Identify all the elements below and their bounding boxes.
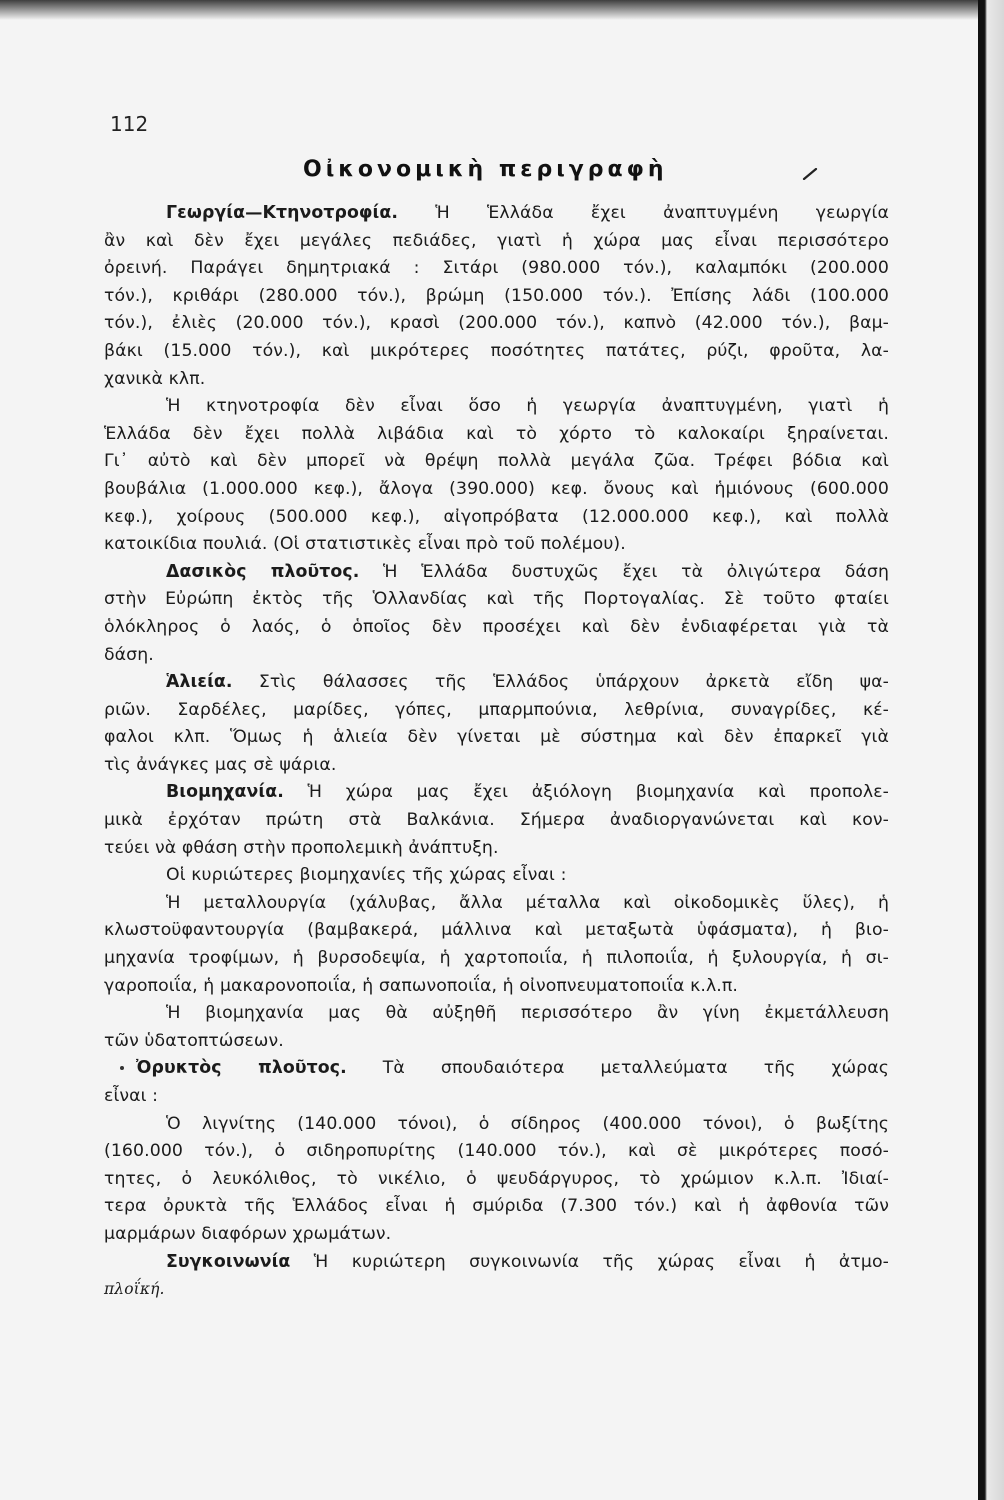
section-heading: Ὀρυκτὸς πλοῦτος. — [136, 1058, 347, 1079]
paragraph-line: Βιομηχανία. Ἡ χώρα μας ἔχει ἀξιόλογη βιομηχανία καὶ προπολε- — [166, 782, 889, 803]
page-edge — [978, 0, 1004, 1500]
section-heading: Βιομηχανία. — [166, 782, 284, 803]
paragraph-line: ἂν καὶ δὲν ἔχει μεγάλες πεδιάδες, γιατὶ ἡ χώρα μας εἶναι περισσότερο — [104, 230, 889, 251]
paragraph-line: βουβάλια (1.000.000 κεφ.), ἄλογα (390.000) κεφ. ὄνους καὶ ἡμιόνους (600.000 — [104, 478, 889, 499]
paragraph-line: τερα ὀρυκτὰ τῆς Ἑλλάδος εἶναι ἡ σμύριδα (7.300 τόν.) καὶ ἡ ἀφθονία τῶν — [104, 1196, 889, 1217]
body-text — [104, 200, 889, 1304]
paragraph-line: γαροποιΐα, ἡ μακαρονοποιΐα, ἡ σαπωνοποιΐα, ἡ οἰνοπνευματοποιΐα κ.λ.π. — [104, 975, 738, 996]
section-heading: Ἁλιεία. — [166, 672, 233, 693]
paragraph-line: κεφ.), χοίρους (500.000 κεφ.), αἰγοπρόβατα (12.000.000 κεφ.), καὶ πολλὰ — [104, 506, 889, 527]
paragraph-line: τόν.), ἐλιὲς (20.000 τόν.), κρασὶ (200.000 τόν.), καπνὸ (42.000 τόν.), βαμ- — [104, 313, 889, 334]
paragraph-line: τητες, ὁ λευκόλιθος, τὸ νικέλιο, ὁ ψευδάργυρος, τὸ χρώμιον κ.λ.π. Ἰδιαί- — [104, 1168, 889, 1189]
paragraph-line: Ὁ λιγνίτης (140.000 τόνοι), ὁ σίδηρος (400.000 τόνοι), ὁ βωξίτης — [166, 1113, 889, 1134]
paragraph-line: Ἡ κτηνοτροφία δὲν εἶναι ὅσο ἡ γεωργία ἀναπτυγμένη, γιατὶ ἡ — [166, 396, 889, 417]
paragraph-line: χανικὰ κλπ. — [104, 368, 206, 389]
paragraph-line: μαρμάρων διαφόρων χρωμάτων. — [104, 1223, 392, 1244]
paragraph-line: μηχανία τροφίμων, ἡ βυρσοδεψία, ἡ χαρτοποιΐα, ἡ πιλοποιΐα, ἡ ξυλουργία, ἡ σι- — [104, 948, 889, 969]
paragraph-line: Οἱ κυριώτερες βιομηχανίες τῆς χώρας εἶναι : — [166, 865, 567, 886]
paragraph-line: κατοικίδια πουλιά. (Οἱ στατιστικὲς εἶναι πρὸ τοῦ πολέμου). — [104, 534, 626, 555]
scan-shadow-top — [0, 0, 980, 20]
paragraph-line: Γι᾽ αὐτὸ καὶ δὲν μπορεῖ νὰ θρέψη πολλὰ μεγάλα ζῶα. Τρέφει βόδια καὶ — [104, 451, 889, 472]
paragraph-line: τεύει νὰ φθάση στὴν προπολεμικὴ ἀνάπτυξη. — [104, 837, 499, 858]
paragraph-line: βάκι (15.000 τόν.), καὶ μικρότερες ποσότητες πατάτες, ρύζι, φροῦτα, λα- — [104, 340, 889, 361]
paragraph-line: ριῶν. Σαρδέλες, μαρίδες, γόπες, μπαρμπούνια, λεθρίνια, συναγρίδες, κέ- — [104, 699, 889, 720]
paragraph-line: (160.000 τόν.), ὁ σιδηροπυρίτης (140.000 τόν.), καὶ σὲ μικρότερες ποσό- — [104, 1141, 889, 1162]
paragraph-line: Ἁλιεία. Στὶς θάλασσες τῆς Ἑλλάδος ὑπάρχουν ἀρκετὰ εἴδη ψα- — [166, 672, 889, 693]
paragraph-line: Συγκοινωνία Ἡ κυριώτερη συγκοινωνία τῆς χώρας εἶναι ἡ ἀτμο- — [166, 1251, 889, 1272]
paragraph-line: ὀρεινή. Παράγει δημητριακά : Σιτάρι (980.000 τόν.), καλαμπόκι (200.000 — [104, 258, 889, 279]
paragraph-line: Ἑλλάδα δὲν ἔχει πολλὰ λιβάδια καὶ τὸ χόρτο τὸ καλοκαίρι ξηραίνεται. — [104, 423, 889, 444]
paragraph-line: ὁλόκληρος ὁ λαός, ὁ ὁποῖος δὲν προσέχει καὶ δὲν ἐνδιαφέρεται γιὰ τὰ — [104, 616, 889, 637]
paragraph-line: Ἡ μεταλλουργία (χάλυβας, ἄλλα μέταλλα καὶ οἰκοδομικὲς ὕλες), ἡ — [166, 892, 889, 913]
paragraph-line: μικὰ ἐρχόταν πρώτη στὰ Βαλκάνια. Σήμερα ἀναδιοργανώνεται καὶ κον- — [104, 810, 889, 831]
page-number: 112 — [110, 112, 149, 136]
paragraph-line: Ὀρυκτὸς πλοῦτος. Τὰ σπουδαιότερα μεταλλεύματα τῆς χώρας — [104, 1055, 889, 1083]
paragraph-line: δάση. — [104, 644, 154, 665]
paragraph-line: τὶς ἀνάγκες μας σὲ ψάρια. — [104, 754, 337, 775]
paragraph-line: στὴν Εὐρώπη ἐκτὸς τῆς Ὁλλανδίας καὶ τῆς Πορτογαλίας. Σὲ τοῦτο φταίει — [104, 589, 889, 610]
pencil-mark-icon — [802, 168, 818, 180]
paragraph-line: Δασικὸς πλοῦτος. Ἡ Ἑλλάδα δυστυχῶς ἔχει τὰ ὀλιγώτερα δάση — [166, 561, 889, 582]
section-heading: Δασικὸς πλοῦτος. — [166, 561, 360, 582]
paragraph-line: τόν.), κριθάρι (280.000 τόν.), βρώμη (150.000 τόν.). Ἐπίσης λάδι (100.000 — [104, 285, 889, 306]
margin-bullet — [120, 1066, 124, 1070]
paragraph-line: κλωστοϋφαντουργία (βαμβακερά, μάλλινα καὶ μεταξωτὰ ὑφάσματα), ἡ βιο- — [104, 920, 889, 941]
page-title: Οἰκονομικὴ περιγραφὴ — [303, 157, 668, 182]
paragraph-line: πλοΐκή. — [104, 1280, 165, 1299]
paragraph-line: εἶναι : — [104, 1086, 159, 1106]
paragraph-line: Ἡ βιομηχανία μας θὰ αὐξηθῆ περισσότερο ἂν γίνη ἐκμετάλλευση — [166, 1003, 889, 1024]
paragraph-line: τῶν ὑδατοπτώσεων. — [104, 1030, 284, 1051]
paragraph-line: φαλοι κλπ. Ὅμως ἡ ἁλιεία δὲν γίνεται μὲ σύστημα καὶ δὲν ἐπαρκεῖ γιὰ — [104, 727, 889, 748]
section-heading: Γεωργία—Κτηνοτροφία. — [166, 203, 399, 223]
paragraph-line: Γεωργία—Κτηνοτροφία. Ἡ Ἑλλάδα ἔχει ἀναπτυγμένη γεωργία — [166, 203, 889, 223]
section-heading: Συγκοινωνία — [166, 1251, 291, 1272]
